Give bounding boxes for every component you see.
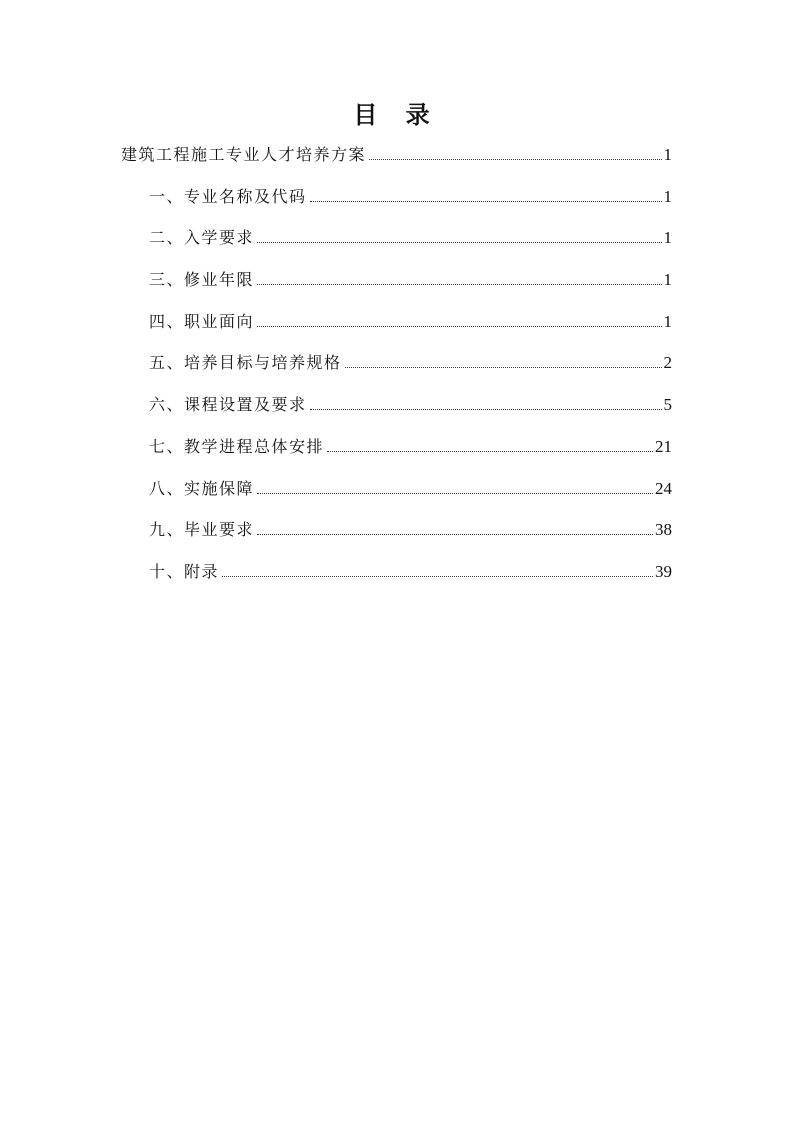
toc-leader-dots: [222, 576, 653, 577]
toc-leader-dots: [257, 326, 661, 327]
toc-entry[interactable]: [121, 559, 672, 601]
toc-entry-page: 1: [663, 270, 672, 290]
toc-leader-dots: [310, 409, 662, 410]
toc-title: 目 录: [353, 100, 440, 129]
toc-entry[interactable]: [121, 434, 672, 476]
toc-entry-label: 建筑工程施工专业人才培养方案: [121, 145, 367, 164]
toc-leader-dots: [369, 159, 661, 160]
toc-leader-dots: [257, 242, 661, 243]
toc-leader-dots: [257, 493, 653, 494]
toc-entry[interactable]: [121, 267, 672, 309]
toc-entry[interactable]: [121, 350, 672, 392]
toc-entry[interactable]: [121, 142, 672, 184]
toc-entry[interactable]: [121, 476, 672, 518]
toc-entry-label: 四、职业面向: [149, 311, 255, 331]
toc-entry-page: 24: [655, 478, 672, 498]
toc-leader-dots: [310, 201, 662, 202]
toc-entry-page: 21: [655, 436, 672, 456]
toc-entry-label: 一、专业名称及代码: [149, 186, 307, 206]
toc-leader-dots: [257, 284, 661, 285]
toc-entry-label: 十、附录: [149, 561, 220, 581]
toc-entry[interactable]: [121, 392, 672, 434]
toc-entry-label: 八、实施保障: [149, 478, 255, 498]
toc-entry[interactable]: [121, 184, 672, 226]
toc-entry-label: 九、毕业要求: [149, 520, 255, 540]
toc-entry-label: 五、培养目标与培养规格: [149, 353, 342, 373]
toc-entry-page: 1: [663, 311, 672, 331]
toc-entry-label: 三、修业年限: [149, 270, 255, 290]
toc-list: [121, 142, 672, 601]
toc-entry-page: 1: [663, 228, 672, 248]
toc-leader-dots: [327, 451, 653, 452]
toc-entry-label: 二、入学要求: [149, 228, 255, 248]
toc-entry-page: 1: [663, 186, 672, 206]
toc-entry[interactable]: [121, 225, 672, 267]
toc-entry-page: 1: [663, 145, 672, 164]
toc-leader-dots: [257, 534, 653, 535]
toc-entry[interactable]: [121, 517, 672, 559]
toc-entry-label: 六、课程设置及要求: [149, 395, 307, 415]
toc-entry-page: 5: [663, 395, 672, 415]
toc-leader-dots: [345, 367, 662, 368]
toc-entry-label: 七、教学进程总体安排: [149, 436, 325, 456]
toc-entry-page: 39: [655, 561, 672, 581]
toc-entry-page: 2: [663, 353, 672, 373]
toc-entry-page: 38: [655, 520, 672, 540]
toc-entry[interactable]: [121, 309, 672, 351]
